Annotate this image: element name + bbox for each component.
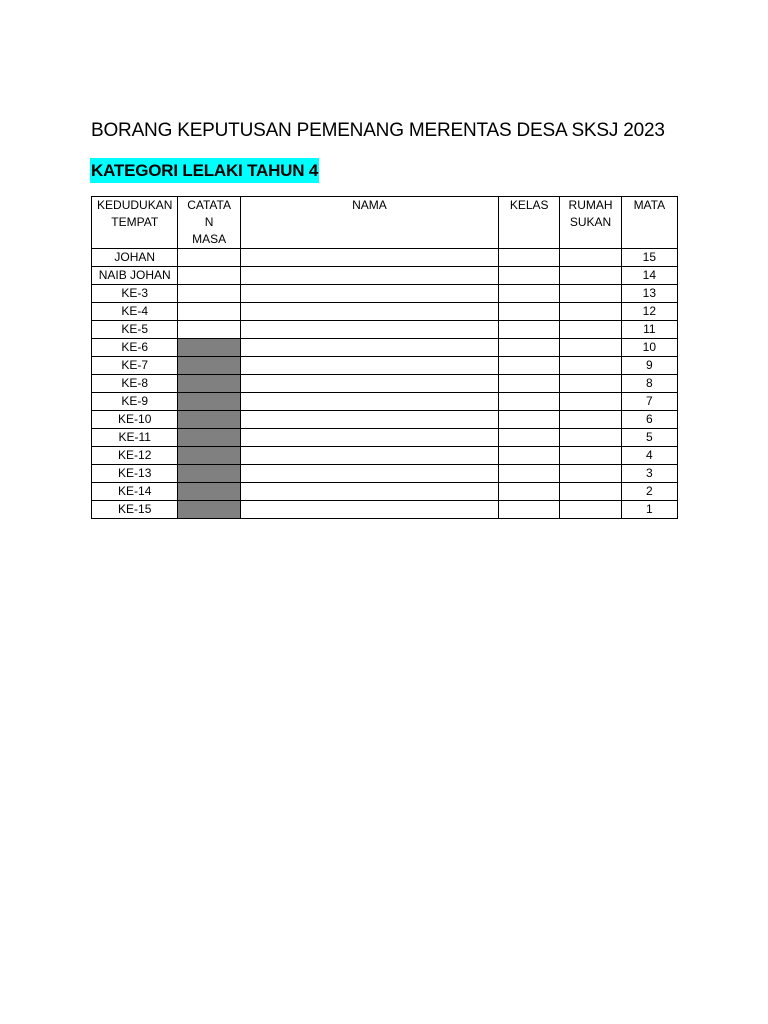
nama-cell xyxy=(240,483,498,501)
table-header-row xyxy=(92,197,678,249)
table-row xyxy=(92,285,678,303)
nama-cell xyxy=(240,285,498,303)
mata-cell: 3 xyxy=(621,465,677,483)
kelas-cell xyxy=(499,429,560,447)
rumah-sukan-cell xyxy=(560,357,621,375)
rumah-sukan-cell xyxy=(560,375,621,393)
mata-cell: 12 xyxy=(621,303,677,321)
catatan-masa-cell xyxy=(178,447,240,465)
place-cell: KE-14 xyxy=(92,483,178,501)
kelas-cell xyxy=(499,465,560,483)
kelas-cell xyxy=(499,321,560,339)
rumah-sukan-cell xyxy=(560,267,621,285)
header-catatan-masa xyxy=(178,197,240,249)
rumah-sukan-cell xyxy=(560,465,621,483)
mata-cell: 8 xyxy=(621,375,677,393)
header-line: KELAS xyxy=(509,198,549,212)
table-row xyxy=(92,465,678,483)
rumah-sukan-cell xyxy=(560,447,621,465)
header-line: N xyxy=(204,215,214,229)
catatan-masa-cell xyxy=(178,429,240,447)
table-row xyxy=(92,249,678,267)
mata-cell: 9 xyxy=(621,357,677,375)
nama-cell xyxy=(240,303,498,321)
table-row xyxy=(92,393,678,411)
results-body xyxy=(92,249,678,519)
mata-cell: 15 xyxy=(621,249,677,267)
place-cell: JOHAN xyxy=(92,249,178,267)
place-cell: KE-15 xyxy=(92,501,178,519)
nama-cell xyxy=(240,249,498,267)
kelas-cell xyxy=(499,339,560,357)
place-cell: KE-10 xyxy=(92,411,178,429)
catatan-masa-cell xyxy=(178,357,240,375)
place-cell: KE-11 xyxy=(92,429,178,447)
category-heading: KATEGORI LELAKI TAHUN 4 xyxy=(90,158,319,183)
table-row xyxy=(92,483,678,501)
mata-cell: 1 xyxy=(621,501,677,519)
place-cell: KE-5 xyxy=(92,321,178,339)
place-cell: KE-13 xyxy=(92,465,178,483)
table-row xyxy=(92,429,678,447)
results-table xyxy=(91,196,678,519)
rumah-sukan-cell xyxy=(560,249,621,267)
nama-cell xyxy=(240,411,498,429)
catatan-masa-cell xyxy=(178,267,240,285)
header-rumah-sukan xyxy=(560,197,621,249)
table-row xyxy=(92,501,678,519)
place-cell: KE-7 xyxy=(92,357,178,375)
kelas-cell xyxy=(499,501,560,519)
mata-cell: 10 xyxy=(621,339,677,357)
rumah-sukan-cell xyxy=(560,303,621,321)
place-cell: KE-12 xyxy=(92,447,178,465)
kelas-cell xyxy=(499,375,560,393)
mata-cell: 4 xyxy=(621,447,677,465)
table-row xyxy=(92,303,678,321)
rumah-sukan-cell xyxy=(560,483,621,501)
mata-cell: 7 xyxy=(621,393,677,411)
header-kedudukan-tempat xyxy=(92,197,178,249)
nama-cell xyxy=(240,339,498,357)
kelas-cell xyxy=(499,249,560,267)
kelas-cell xyxy=(499,303,560,321)
header-line: CATATA xyxy=(187,198,231,212)
table-row xyxy=(92,339,678,357)
rumah-sukan-cell xyxy=(560,411,621,429)
header-line: KEDUDUKAN xyxy=(97,198,173,212)
kelas-cell xyxy=(499,411,560,429)
catatan-masa-cell xyxy=(178,339,240,357)
catatan-masa-cell xyxy=(178,303,240,321)
mata-cell: 6 xyxy=(621,411,677,429)
catatan-masa-cell xyxy=(178,501,240,519)
place-cell: KE-3 xyxy=(92,285,178,303)
catatan-masa-cell xyxy=(178,249,240,267)
header-mata xyxy=(621,197,677,249)
nama-cell xyxy=(240,267,498,285)
table-row xyxy=(92,321,678,339)
nama-cell xyxy=(240,393,498,411)
kelas-cell xyxy=(499,483,560,501)
catatan-masa-cell xyxy=(178,285,240,303)
mata-cell: 11 xyxy=(621,321,677,339)
kelas-cell xyxy=(499,447,560,465)
nama-cell xyxy=(240,429,498,447)
catatan-masa-cell xyxy=(178,393,240,411)
table-row xyxy=(92,357,678,375)
place-cell: KE-9 xyxy=(92,393,178,411)
nama-cell xyxy=(240,357,498,375)
header-line: MATA xyxy=(633,198,666,212)
kelas-cell xyxy=(499,393,560,411)
kelas-cell xyxy=(499,267,560,285)
rumah-sukan-cell xyxy=(560,339,621,357)
header-line: MASA xyxy=(192,232,227,246)
header-line: RUMAH xyxy=(568,198,613,212)
rumah-sukan-cell xyxy=(560,393,621,411)
document-title: BORANG KEPUTUSAN PEMENANG MERENTAS DESA SKSJ 2023 xyxy=(91,120,665,141)
catatan-masa-cell xyxy=(178,321,240,339)
mata-cell: 13 xyxy=(621,285,677,303)
rumah-sukan-cell xyxy=(560,285,621,303)
nama-cell xyxy=(240,465,498,483)
nama-cell xyxy=(240,501,498,519)
catatan-masa-cell xyxy=(178,375,240,393)
table-row xyxy=(92,447,678,465)
place-cell: KE-4 xyxy=(92,303,178,321)
place-cell: KE-6 xyxy=(92,339,178,357)
nama-cell xyxy=(240,447,498,465)
header-line: SUKAN xyxy=(569,215,612,229)
header-line: NAMA xyxy=(352,198,387,212)
place-cell: NAIB JOHAN xyxy=(92,267,178,285)
place-cell: KE-8 xyxy=(92,375,178,393)
catatan-masa-cell xyxy=(178,483,240,501)
rumah-sukan-cell xyxy=(560,501,621,519)
mata-cell: 2 xyxy=(621,483,677,501)
kelas-cell xyxy=(499,285,560,303)
rumah-sukan-cell xyxy=(560,321,621,339)
table-row xyxy=(92,375,678,393)
table-row xyxy=(92,267,678,285)
kelas-cell xyxy=(499,357,560,375)
table-row xyxy=(92,411,678,429)
catatan-masa-cell xyxy=(178,411,240,429)
nama-cell xyxy=(240,375,498,393)
mata-cell: 14 xyxy=(621,267,677,285)
mata-cell: 5 xyxy=(621,429,677,447)
header-kelas xyxy=(499,197,560,249)
header-line: TEMPAT xyxy=(111,215,159,229)
catatan-masa-cell xyxy=(178,465,240,483)
rumah-sukan-cell xyxy=(560,429,621,447)
nama-cell xyxy=(240,321,498,339)
header-nama xyxy=(240,197,498,249)
